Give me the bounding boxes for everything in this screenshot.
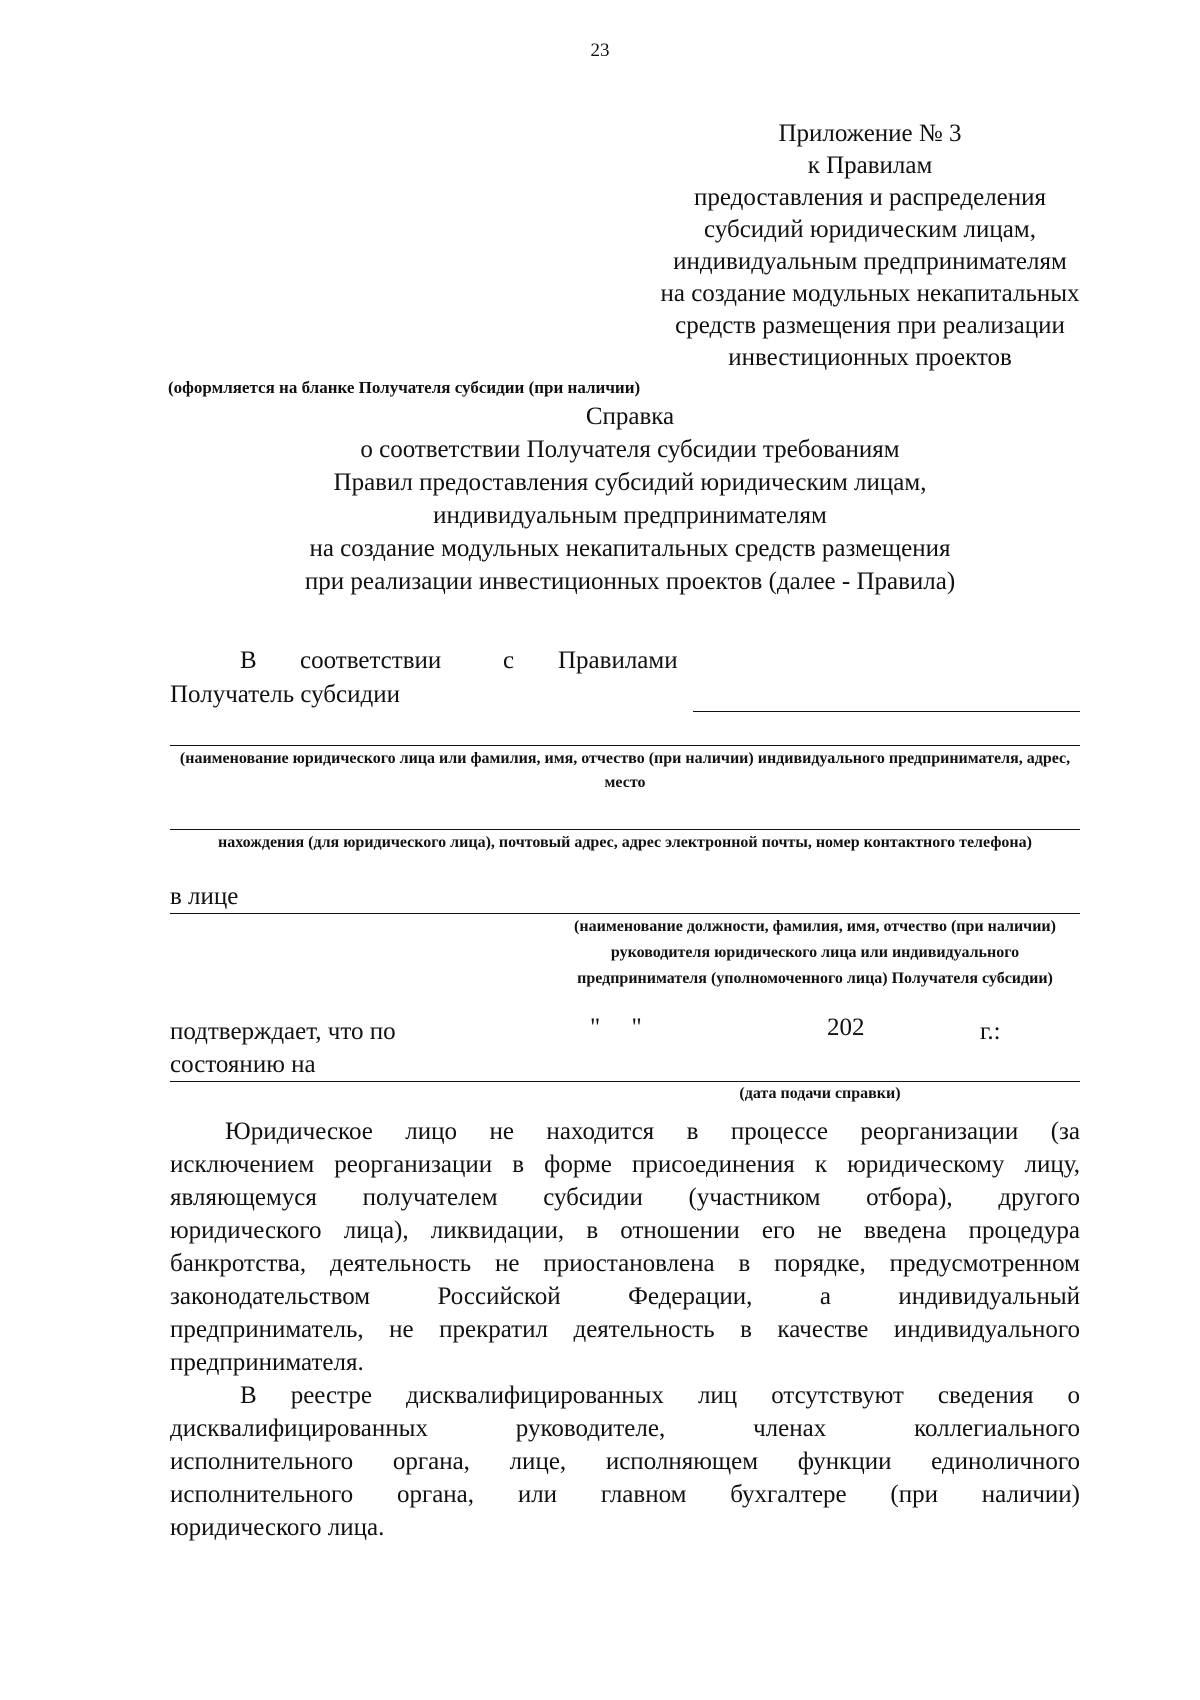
certificate-title: Справка [585, 403, 675, 430]
caption-date: (дата подачи справки) [739, 1085, 901, 1102]
paragraph-line: Юридическое лицо не находится в процессе реорганизации (за [225, 1118, 1080, 1145]
paragraph-line: исполнительного органа, или главном бухгалтере (при наличии) [170, 1481, 1080, 1508]
appendix-line: Приложение № 3 [778, 120, 962, 147]
caption-recipient-address: нахождения (для юридического лица), почтовый адрес, адрес электронной почты, номер контактного телефона) [218, 834, 1032, 851]
blank-note: (оформляется на бланке Получателя субсидии (при наличии) [168, 378, 641, 397]
paragraph-reorganization [170, 1115, 1080, 1379]
appendix-line: предоставления и распределения [693, 184, 1047, 211]
caption-recipient-name: (наименование юридического лица или фамилия, имя, отчество (при наличии) индивидуального предпринимателя, адрес, место [179, 750, 1071, 791]
recipient-name-line[interactable] [693, 711, 1080, 712]
confirms-text: состоянию на [170, 1051, 316, 1078]
appendix-line: индивидуальным предпринимателям [673, 248, 1067, 275]
paragraph-line: В реестре дисквалифицированных лиц отсутствуют сведения о [240, 1382, 1080, 1409]
appendix-header [620, 118, 1120, 374]
appendix-line: на создание модульных некапитальных [660, 280, 1080, 307]
recipient-label: Получатель субсидии [170, 681, 400, 708]
date-quotes: " " [590, 1014, 642, 1041]
intro-word: соответствии [300, 647, 442, 674]
certificate-title-block [180, 400, 1080, 598]
paragraph-line: исключением реорганизации в форме присоединения к юридическому лицу, [170, 1151, 1080, 1178]
intro-word: с [503, 647, 515, 674]
in-person-label: в лице [170, 883, 239, 910]
appendix-line: к Правилам [807, 152, 933, 179]
intro-word: В [240, 647, 257, 674]
paragraph-line: исполнительного органа, лице, исполняющем функции единоличного [170, 1448, 1080, 1475]
paragraph-line: являющемуся получателем субсидии (участником отбора), другого [170, 1184, 1080, 1211]
paragraph-line: предпринимателя. [170, 1349, 364, 1376]
paragraph-line: законодательством Российской Федерации, а индивидуальный [170, 1283, 1080, 1310]
paragraph-line: дисквалифицированных руководителе, членах коллегиального [170, 1415, 1080, 1442]
confirms-text: подтверждает, что по [170, 1018, 396, 1045]
paragraph-disqualification [170, 1379, 1080, 1544]
recipient-details-line-1[interactable] [170, 745, 1080, 746]
intro-word: Правилами [558, 647, 678, 674]
certificate-subtitle-line: Правил предоставления субсидий юридическим лицам, [333, 469, 927, 496]
paragraph-line: банкротства, деятельность не приостановлена в порядке, предусмотренном [170, 1250, 1080, 1277]
appendix-line: инвестиционных проектов [728, 344, 1012, 371]
certificate-subtitle-line: о соответствии Получателя субсидии требованиям [360, 436, 900, 463]
paragraph-line: юридического лица. [170, 1514, 385, 1541]
page-number: 23 [590, 40, 610, 61]
caption-representative: (наименование должности, фамилия, имя, отчество (при наличии) руководителя юридического лица или индивидуального предпринимателя (уполномоченного лица) Получателя субсидии) [574, 918, 1056, 987]
certificate-subtitle-line: индивидуальным предпринимателям [433, 502, 827, 529]
certificate-subtitle-line: на создание модульных некапитальных средств размещения [309, 535, 951, 562]
date-suffix: г.: [980, 1018, 1001, 1045]
certificate-subtitle-line: при реализации инвестиционных проектов (далее - Правила) [304, 568, 956, 595]
recipient-details-line-2[interactable] [170, 829, 1080, 830]
paragraph-line: предприниматель, не прекратил деятельность в качестве индивидуального [170, 1316, 1080, 1343]
appendix-line: средств размещения при реализации [675, 312, 1065, 339]
date-year: 202 [827, 1014, 865, 1041]
appendix-line: субсидий юридическим лицам, [704, 216, 1036, 243]
paragraph-line: юридического лица), ликвидации, в отношении его не введена процедура [170, 1217, 1080, 1244]
